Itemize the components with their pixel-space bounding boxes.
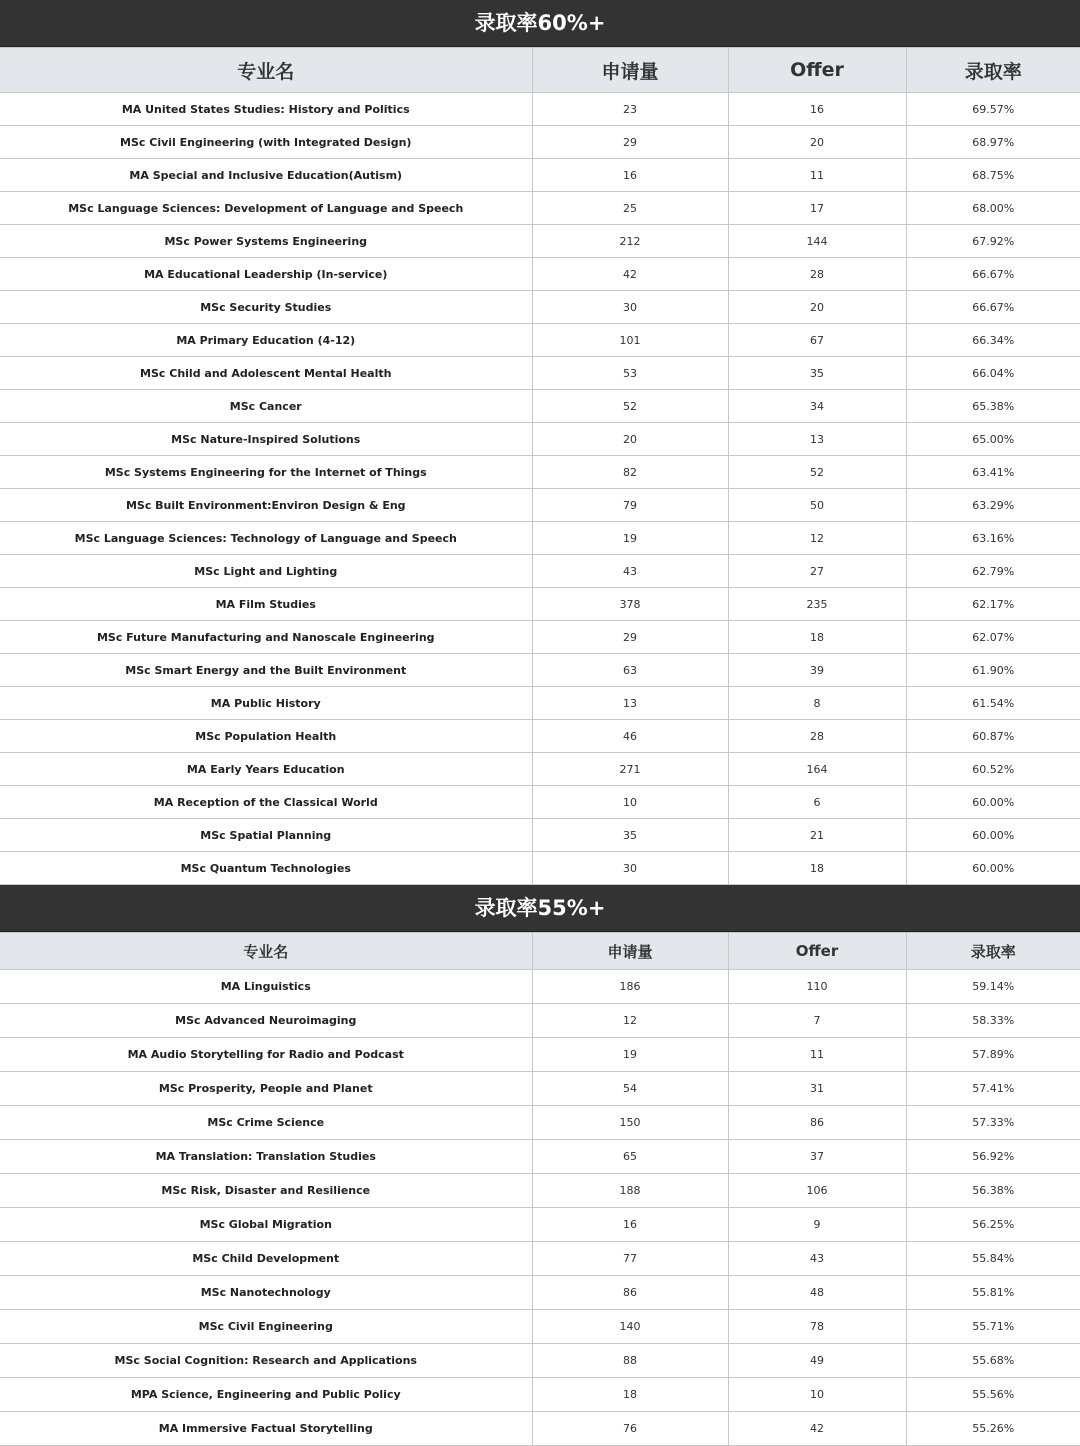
offers-count: 13 [728, 423, 906, 456]
header-rate: 录取率 [906, 933, 1080, 970]
applications-count: 77 [532, 1242, 728, 1276]
admission-rate: 62.07% [906, 621, 1080, 654]
table-row [0, 225, 1080, 258]
applications-count: 19 [532, 1038, 728, 1072]
applications-count: 188 [532, 1174, 728, 1208]
applications-count: 65 [532, 1140, 728, 1174]
table-row [0, 720, 1080, 753]
program-name: MA Linguistics [0, 970, 532, 1004]
offers-count: 16 [728, 93, 906, 126]
admission-table [0, 47, 1080, 885]
applications-count: 52 [532, 390, 728, 423]
applications-count: 271 [532, 753, 728, 786]
program-name: MSc Advanced Neuroimaging [0, 1004, 532, 1038]
table-row [0, 1208, 1080, 1242]
program-name: MA Audio Storytelling for Radio and Podcast [0, 1038, 532, 1072]
header-rate: 录取率 [906, 48, 1080, 93]
table-row [0, 126, 1080, 159]
table-row [0, 687, 1080, 720]
program-name: MA Film Studies [0, 588, 532, 621]
program-name: MSc Prosperity, People and Planet [0, 1072, 532, 1106]
admission-rate: 63.16% [906, 522, 1080, 555]
section-55-plus [0, 885, 1080, 1446]
offers-count: 43 [728, 1242, 906, 1276]
offers-count: 50 [728, 489, 906, 522]
program-name: MSc Child Development [0, 1242, 532, 1276]
offers-count: 11 [728, 159, 906, 192]
admission-rate: 55.71% [906, 1310, 1080, 1344]
admission-rate: 69.57% [906, 93, 1080, 126]
offers-count: 20 [728, 291, 906, 324]
program-name: MA Educational Leadership (In-service) [0, 258, 532, 291]
offers-count: 106 [728, 1174, 906, 1208]
table-row [0, 390, 1080, 423]
offers-count: 35 [728, 357, 906, 390]
offers-count: 17 [728, 192, 906, 225]
header-applications: 申请量 [532, 48, 728, 93]
admission-rate: 66.34% [906, 324, 1080, 357]
table-row [0, 819, 1080, 852]
applications-count: 16 [532, 159, 728, 192]
admission-rate: 65.00% [906, 423, 1080, 456]
admission-rate: 63.29% [906, 489, 1080, 522]
table-row [0, 786, 1080, 819]
offers-count: 49 [728, 1344, 906, 1378]
applications-count: 140 [532, 1310, 728, 1344]
table-row [0, 159, 1080, 192]
offers-count: 27 [728, 555, 906, 588]
offers-count: 11 [728, 1038, 906, 1072]
program-name: MA Early Years Education [0, 753, 532, 786]
offers-count: 18 [728, 621, 906, 654]
applications-count: 53 [532, 357, 728, 390]
offers-count: 86 [728, 1106, 906, 1140]
program-name: MA Reception of the Classical World [0, 786, 532, 819]
applications-count: 46 [532, 720, 728, 753]
applications-count: 16 [532, 1208, 728, 1242]
admission-rate: 59.14% [906, 970, 1080, 1004]
header-offers: Offer [728, 48, 906, 93]
program-name: MSc Quantum Technologies [0, 852, 532, 885]
table-row [0, 324, 1080, 357]
admission-rate: 66.67% [906, 258, 1080, 291]
table-row [0, 456, 1080, 489]
program-name: MSc Risk, Disaster and Resilience [0, 1174, 532, 1208]
program-name: MSc Cancer [0, 390, 532, 423]
offers-count: 110 [728, 970, 906, 1004]
header-offers: Offer [728, 933, 906, 970]
program-name: MA Public History [0, 687, 532, 720]
applications-count: 25 [532, 192, 728, 225]
admission-rate: 57.33% [906, 1106, 1080, 1140]
offers-count: 28 [728, 720, 906, 753]
table-row [0, 1242, 1080, 1276]
program-name: MSc Future Manufacturing and Nanoscale Engineering [0, 621, 532, 654]
program-name: MA United States Studies: History and Politics [0, 93, 532, 126]
admission-rate: 55.56% [906, 1378, 1080, 1412]
admission-rate: 62.17% [906, 588, 1080, 621]
admission-rate: 60.00% [906, 819, 1080, 852]
applications-count: 19 [532, 522, 728, 555]
program-name: MSc Civil Engineering [0, 1310, 532, 1344]
offers-count: 52 [728, 456, 906, 489]
applications-count: 101 [532, 324, 728, 357]
applications-count: 13 [532, 687, 728, 720]
offers-count: 18 [728, 852, 906, 885]
program-name: MSc Crime Science [0, 1106, 532, 1140]
applications-count: 43 [532, 555, 728, 588]
table-row [0, 1344, 1080, 1378]
admission-rate: 55.26% [906, 1412, 1080, 1446]
offers-count: 34 [728, 390, 906, 423]
table-row [0, 291, 1080, 324]
admission-rate: 56.38% [906, 1174, 1080, 1208]
table-row [0, 621, 1080, 654]
program-name: MSc Spatial Planning [0, 819, 532, 852]
table-row [0, 522, 1080, 555]
admission-rate: 60.00% [906, 786, 1080, 819]
offers-count: 28 [728, 258, 906, 291]
admission-rate: 61.90% [906, 654, 1080, 687]
admission-rate: 55.81% [906, 1276, 1080, 1310]
program-name: MA Primary Education (4-12) [0, 324, 532, 357]
applications-count: 12 [532, 1004, 728, 1038]
table-row [0, 1038, 1080, 1072]
program-name: MSc Language Sciences: Development of Language and Speech [0, 192, 532, 225]
program-name: MA Special and Inclusive Education(Autism) [0, 159, 532, 192]
applications-count: 29 [532, 126, 728, 159]
table-row [0, 1140, 1080, 1174]
applications-count: 18 [532, 1378, 728, 1412]
offers-count: 9 [728, 1208, 906, 1242]
offers-count: 144 [728, 225, 906, 258]
admission-rate: 68.75% [906, 159, 1080, 192]
applications-count: 42 [532, 258, 728, 291]
program-name: MSc Systems Engineering for the Internet of Things [0, 456, 532, 489]
offers-count: 6 [728, 786, 906, 819]
applications-count: 378 [532, 588, 728, 621]
header-applications: 申请量 [532, 933, 728, 970]
table-row [0, 753, 1080, 786]
applications-count: 79 [532, 489, 728, 522]
program-name: MSc Civil Engineering (with Integrated Design) [0, 126, 532, 159]
table-row [0, 1276, 1080, 1310]
applications-count: 86 [532, 1276, 728, 1310]
offers-count: 8 [728, 687, 906, 720]
offers-count: 67 [728, 324, 906, 357]
applications-count: 20 [532, 423, 728, 456]
table-header-row [0, 48, 1080, 93]
admission-rate: 56.92% [906, 1140, 1080, 1174]
program-name: MSc Child and Adolescent Mental Health [0, 357, 532, 390]
offers-count: 48 [728, 1276, 906, 1310]
applications-count: 186 [532, 970, 728, 1004]
section-title: 录取率55%+ [0, 885, 1080, 932]
table-row [0, 357, 1080, 390]
table-row [0, 1004, 1080, 1038]
program-name: MSc Nanotechnology [0, 1276, 532, 1310]
header-program: 专业名 [0, 933, 532, 970]
applications-count: 63 [532, 654, 728, 687]
program-name: MA Immersive Factual Storytelling [0, 1412, 532, 1446]
program-name: MSc Social Cognition: Research and Applications [0, 1344, 532, 1378]
applications-count: 23 [532, 93, 728, 126]
applications-count: 212 [532, 225, 728, 258]
admission-rate: 61.54% [906, 687, 1080, 720]
program-name: MSc Power Systems Engineering [0, 225, 532, 258]
offers-count: 164 [728, 753, 906, 786]
offers-count: 7 [728, 1004, 906, 1038]
offers-count: 42 [728, 1412, 906, 1446]
table-row [0, 1106, 1080, 1140]
applications-count: 10 [532, 786, 728, 819]
admission-rate: 62.79% [906, 555, 1080, 588]
offers-count: 78 [728, 1310, 906, 1344]
offers-count: 20 [728, 126, 906, 159]
applications-count: 88 [532, 1344, 728, 1378]
admission-rate: 55.84% [906, 1242, 1080, 1276]
admission-rate: 60.00% [906, 852, 1080, 885]
admission-table [0, 932, 1080, 1446]
admission-rate: 67.92% [906, 225, 1080, 258]
admission-rate: 57.89% [906, 1038, 1080, 1072]
offers-count: 12 [728, 522, 906, 555]
offers-count: 37 [728, 1140, 906, 1174]
applications-count: 29 [532, 621, 728, 654]
offers-count: 31 [728, 1072, 906, 1106]
applications-count: 54 [532, 1072, 728, 1106]
offers-count: 235 [728, 588, 906, 621]
table-row [0, 970, 1080, 1004]
table-row [0, 258, 1080, 291]
table-row [0, 1378, 1080, 1412]
offers-count: 21 [728, 819, 906, 852]
admission-rate: 66.67% [906, 291, 1080, 324]
header-program: 专业名 [0, 48, 532, 93]
applications-count: 76 [532, 1412, 728, 1446]
offers-count: 10 [728, 1378, 906, 1412]
admission-rate: 60.52% [906, 753, 1080, 786]
admission-rate: 63.41% [906, 456, 1080, 489]
admission-rate: 60.87% [906, 720, 1080, 753]
applications-count: 150 [532, 1106, 728, 1140]
applications-count: 30 [532, 291, 728, 324]
program-name: MSc Nature-Inspired Solutions [0, 423, 532, 456]
section-title: 录取率60%+ [0, 0, 1080, 47]
table-row [0, 489, 1080, 522]
applications-count: 82 [532, 456, 728, 489]
table-row [0, 1072, 1080, 1106]
program-name: MSc Population Health [0, 720, 532, 753]
table-row [0, 1310, 1080, 1344]
admission-rate: 65.38% [906, 390, 1080, 423]
program-name: MA Translation: Translation Studies [0, 1140, 532, 1174]
program-name: MSc Built Environment:Environ Design & Eng [0, 489, 532, 522]
program-name: MSc Language Sciences: Technology of Language and Speech [0, 522, 532, 555]
table-row [0, 93, 1080, 126]
table-row [0, 423, 1080, 456]
offers-count: 39 [728, 654, 906, 687]
table-row [0, 555, 1080, 588]
program-name: MSc Security Studies [0, 291, 532, 324]
program-name: MSc Global Migration [0, 1208, 532, 1242]
admission-rate: 66.04% [906, 357, 1080, 390]
program-name: MSc Light and Lighting [0, 555, 532, 588]
table-row [0, 654, 1080, 687]
admission-rate: 57.41% [906, 1072, 1080, 1106]
table-row [0, 192, 1080, 225]
table-row [0, 1412, 1080, 1446]
table-row [0, 1174, 1080, 1208]
program-name: MPA Science, Engineering and Public Policy [0, 1378, 532, 1412]
table-row [0, 588, 1080, 621]
admission-rate: 55.68% [906, 1344, 1080, 1378]
admission-rate: 68.97% [906, 126, 1080, 159]
table-row [0, 852, 1080, 885]
admission-rate: 68.00% [906, 192, 1080, 225]
program-name: MSc Smart Energy and the Built Environment [0, 654, 532, 687]
applications-count: 30 [532, 852, 728, 885]
admission-rate: 56.25% [906, 1208, 1080, 1242]
applications-count: 35 [532, 819, 728, 852]
admission-rate: 58.33% [906, 1004, 1080, 1038]
table-header-row [0, 933, 1080, 970]
